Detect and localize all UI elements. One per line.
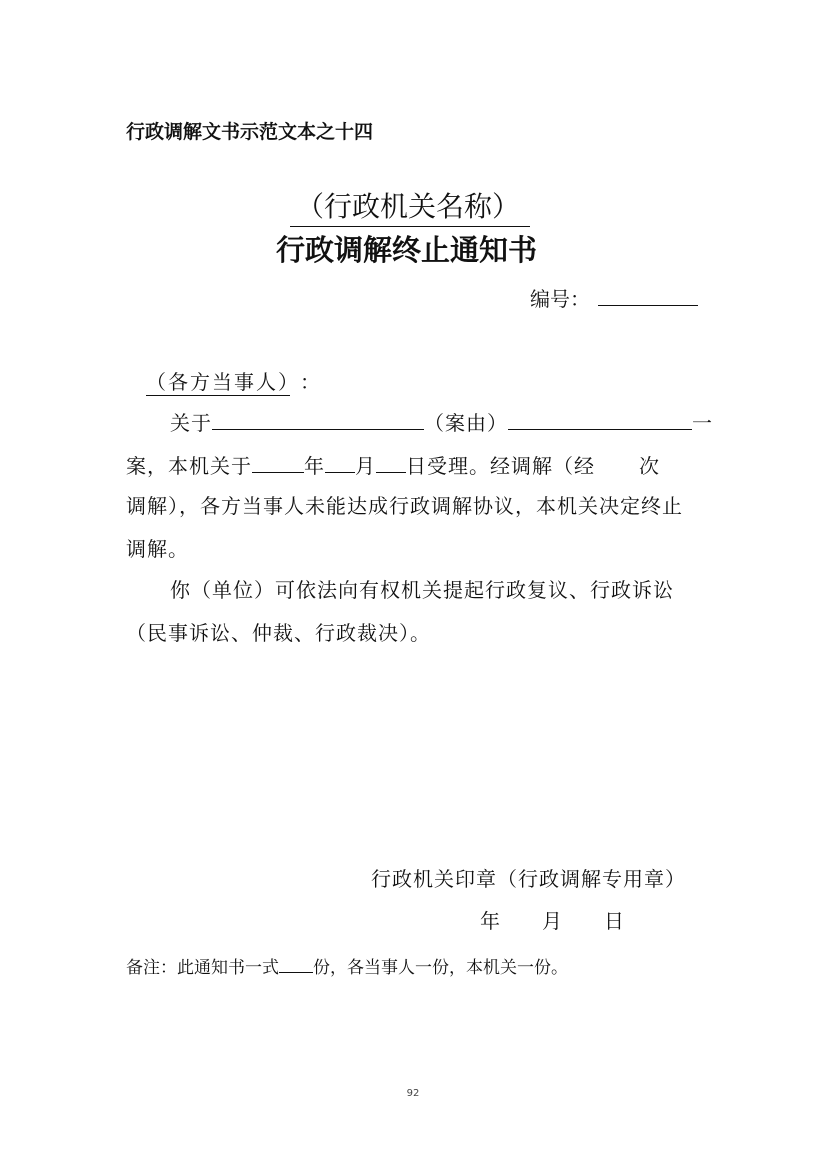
text-about: 关于 — [170, 411, 212, 435]
text-ci: 次 — [639, 454, 660, 478]
day-blank[interactable] — [376, 451, 406, 473]
year-blank[interactable] — [252, 451, 304, 473]
paragraph-1-line-1 — [170, 407, 713, 436]
date-month: 月 — [542, 909, 562, 933]
organization-name: （行政机关名称） — [290, 185, 530, 227]
date-day: 日 — [604, 909, 624, 933]
copies-blank[interactable] — [279, 954, 313, 973]
document-title: 行政调解终止通知书 — [276, 233, 538, 267]
case-cause-placeholder: （案由） — [424, 411, 508, 435]
text-day-accepted: 日受理。经调解（经 — [406, 454, 595, 478]
seal-line: 行政机关印章（行政调解专用章） — [371, 867, 686, 891]
document-number — [530, 283, 698, 312]
date-year: 年 — [480, 909, 500, 933]
salutation — [146, 366, 322, 395]
paragraph-2-line-1: 你（单位）可依法向有权机关提起行政复议、行政诉讼 — [170, 578, 674, 602]
case-blank-right[interactable] — [508, 408, 692, 430]
signature-date — [480, 905, 624, 934]
text-yi: 一 — [692, 411, 713, 435]
month-blank[interactable] — [325, 451, 355, 473]
salutation-colon: ： — [300, 370, 322, 394]
number-label: 编号： — [530, 287, 590, 311]
remark-suffix: 份，各当事人一份，本机关一份。 — [313, 958, 568, 978]
series-title: 行政调解文书示范文本之十四 — [126, 121, 374, 143]
paragraph-1-line-2 — [126, 450, 660, 479]
paragraph-2-line-2: （民事诉讼、仲裁、行政裁决）。 — [126, 621, 431, 645]
text-year: 年 — [304, 454, 325, 478]
remark — [126, 953, 568, 978]
text-accepted-by: 案，本机关于 — [126, 454, 252, 478]
case-blank-left[interactable] — [212, 408, 424, 430]
text-month: 月 — [355, 454, 376, 478]
remark-prefix: 备注：此通知书一式 — [126, 958, 279, 978]
parties-placeholder: （各方当事人） — [146, 370, 290, 394]
paragraph-1-line-4: 调解。 — [126, 537, 189, 561]
paragraph-1-line-3: 调解），各方当事人未能达成行政调解协议，本机关决定终止 — [126, 494, 683, 518]
number-blank[interactable] — [598, 284, 698, 306]
page-number: 92 — [406, 1088, 420, 1099]
